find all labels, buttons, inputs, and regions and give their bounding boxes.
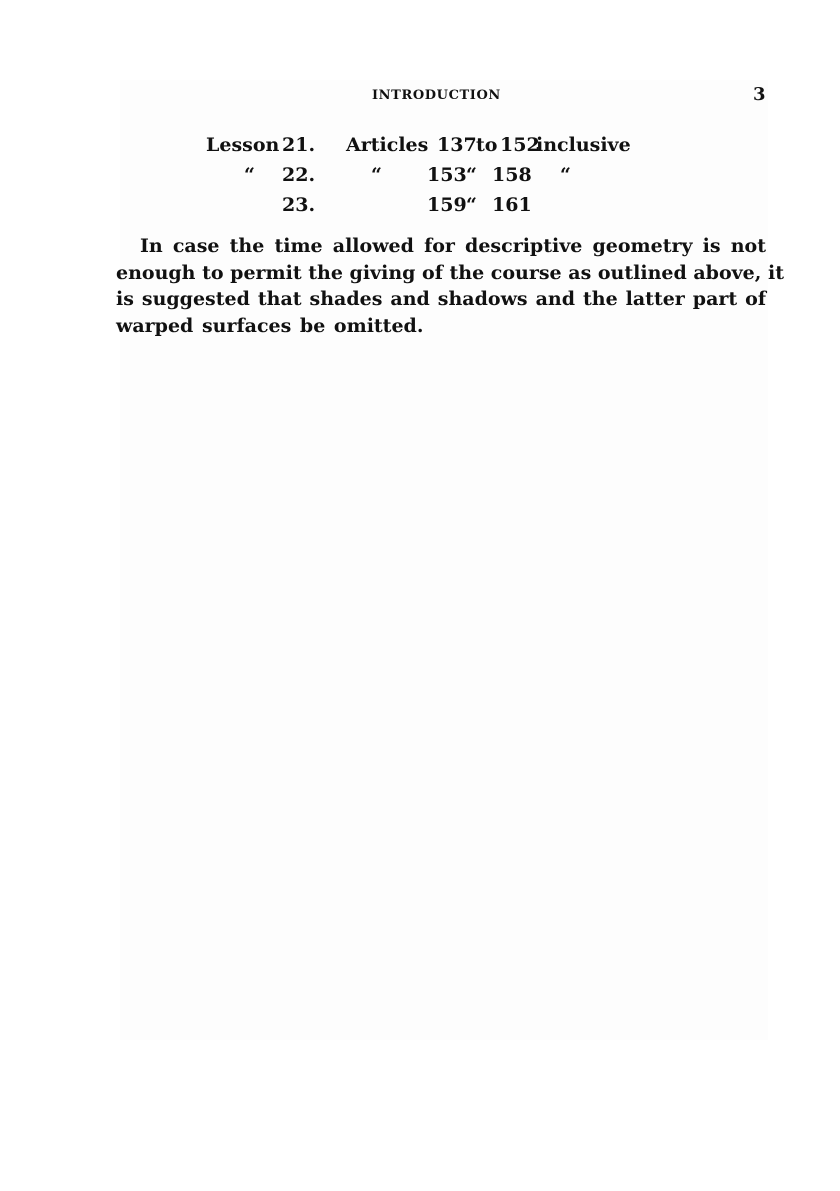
range-start: 159 [427, 194, 467, 216]
lesson-number: 21. [282, 134, 316, 156]
running-title: INTRODUCTION [372, 88, 501, 103]
paragraph-line: warped surfaces be omitted. [116, 314, 424, 337]
range-end: 152 [500, 134, 540, 156]
ditto-mark: “ [466, 194, 477, 216]
ditto-mark: “ [560, 164, 571, 186]
paragraph-line: is suggested that shades and shadows and the latter part of [116, 288, 766, 310]
paragraph-line: In case the time allowed for descriptive geometry is not [140, 235, 766, 257]
articles-word: Articles [346, 134, 429, 156]
lesson-number: 22. [282, 164, 316, 186]
body-paragraph [116, 233, 784, 339]
page-number: 3 [753, 84, 766, 105]
paragraph-line: enough to permit the giving of the course as outlined above, it [116, 261, 784, 284]
lesson-label: Lesson [206, 134, 280, 156]
range-start: 153 [427, 164, 467, 186]
lesson-schedule [0, 0, 840, 230]
range-joiner: to [476, 134, 498, 156]
ditto-mark: “ [244, 164, 255, 186]
range-end: 158 [492, 164, 532, 186]
ditto-mark: “ [466, 164, 477, 186]
range-qualifier: inclusive [536, 134, 631, 156]
lesson-number: 23. [282, 194, 316, 216]
range-start: 137 [437, 134, 477, 156]
ditto-mark: “ [371, 164, 382, 186]
range-end: 161 [492, 194, 532, 216]
